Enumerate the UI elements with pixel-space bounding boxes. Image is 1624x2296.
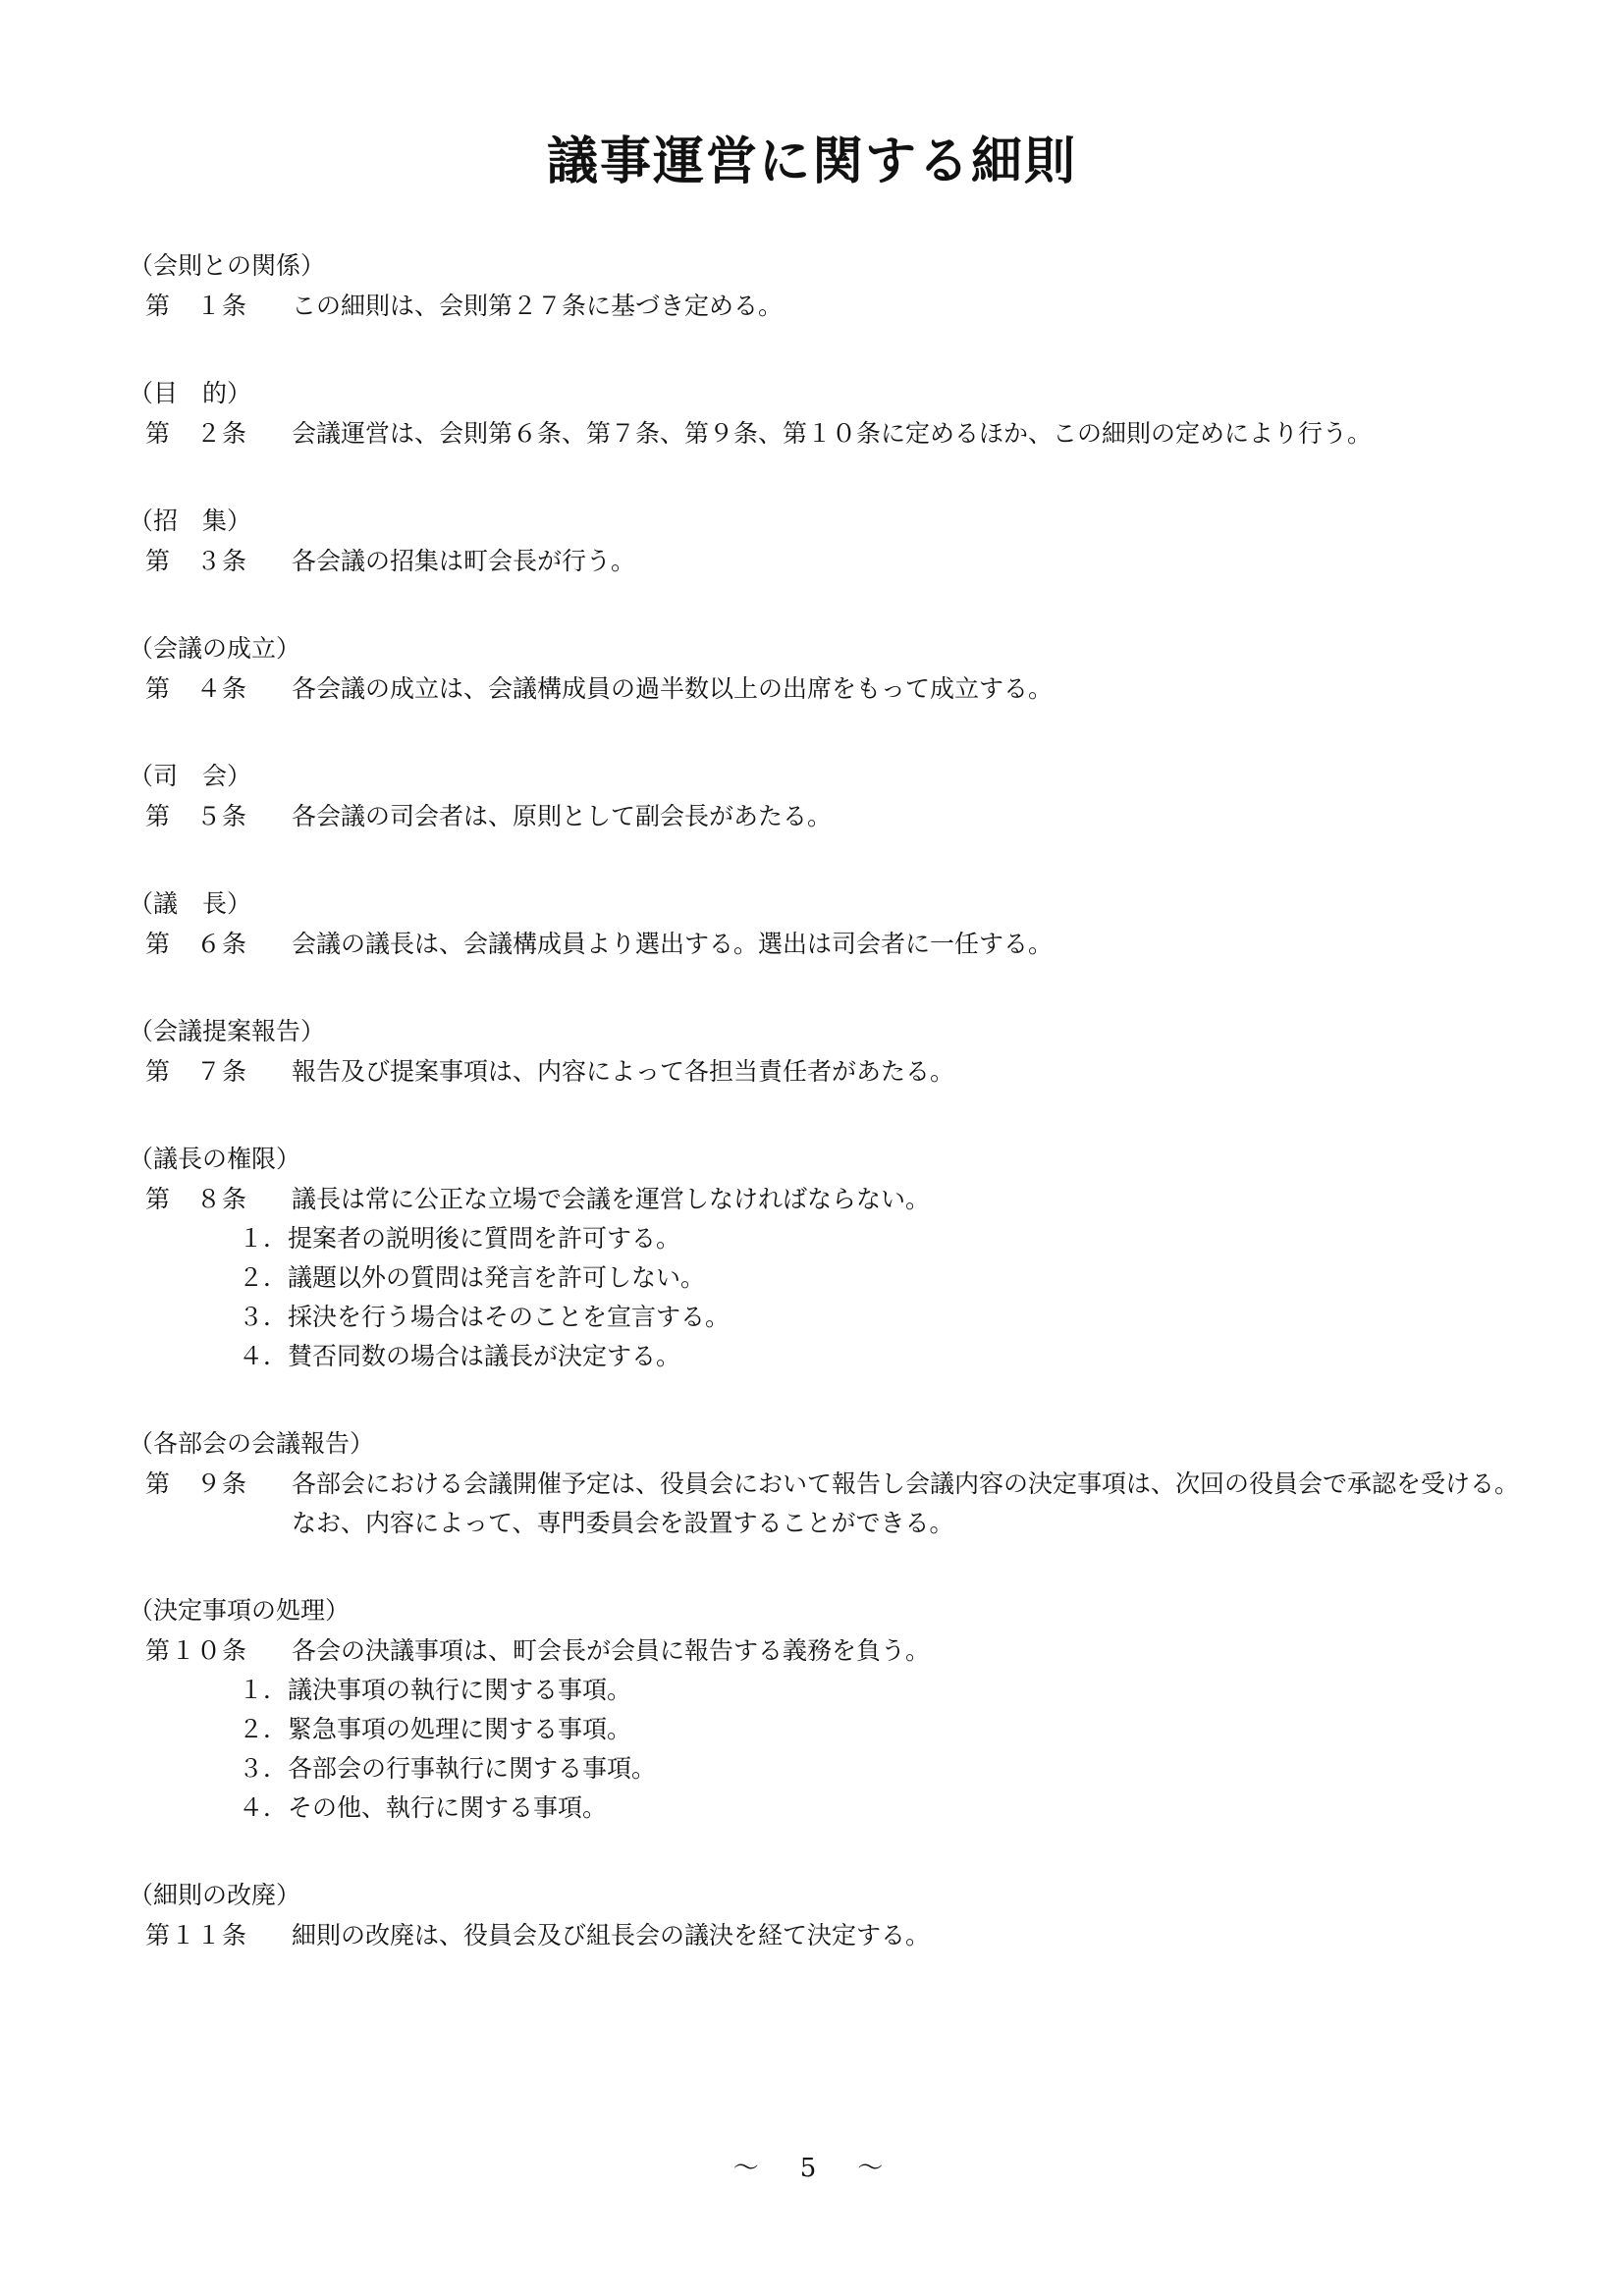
article-number: 第 ６条: [145, 930, 248, 958]
article-heading: （議長の権限）: [129, 1145, 301, 1173]
article-section: [129, 373, 1533, 454]
article-number: 第 ７条: [145, 1057, 248, 1086]
article-text: 報告及び提案事項は、内容によって各担当責任者があたる。: [292, 1057, 955, 1086]
article-number: 第１０条: [145, 1636, 248, 1665]
article-section: [129, 1423, 1533, 1543]
article-paragraph: [129, 1465, 1533, 1543]
article-paragraph: [129, 797, 1533, 836]
article-section: [129, 756, 1533, 836]
article-section: [129, 1139, 1533, 1376]
article-heading: （会議の成立）: [129, 634, 301, 663]
document-title: 議事運営に関する細則: [546, 133, 1077, 191]
article-number: 第 １条: [145, 292, 248, 320]
article-item: ２．議題以外の質問は発言を許可しない。: [239, 1263, 706, 1292]
article-section: [129, 501, 1533, 581]
article-paragraph: [129, 1916, 1533, 1955]
article-paragraph: [129, 542, 1533, 581]
article-text: 会議の議長は、会議構成員より選出する。選出は司会者に一任する。: [292, 930, 1054, 958]
article-text: 会議運営は、会則第６条、第７条、第９条、第１０条に定めるほか、この細則の定めにより行う。: [292, 419, 1373, 448]
article-number: 第 ３条: [145, 547, 248, 575]
article-text: 議長は常に公正な立場で会議を運営しなければならない。: [292, 1185, 931, 1213]
page-number: ～ 5 ～: [732, 2154, 892, 2183]
article-text: 各部会における会議開催予定は、役員会において報告し会議内容の決定事項は、次回の役員会で承認を受ける。なお、内容によって、専門委員会を設置することができる。: [292, 1469, 1520, 1537]
article-number: 第 ８条: [145, 1185, 248, 1213]
regulation-body: [129, 245, 1533, 2002]
article-item-list: [129, 1671, 1533, 1828]
article-section: [129, 245, 1533, 326]
article-number: 第 ２条: [145, 419, 248, 448]
article-heading: （会則との関係）: [129, 251, 326, 280]
article-section: [129, 1875, 1533, 1955]
article-section: [129, 1590, 1533, 1828]
article-paragraph: [129, 1180, 1533, 1219]
article-item: １．提案者の説明後に質問を許可する。: [239, 1224, 681, 1253]
article-item: ４．賛否同数の場合は議長が決定する。: [239, 1342, 681, 1370]
article-heading: （目 的）: [129, 379, 252, 407]
article-text: 各会議の成立は、会議構成員の過半数以上の出席をもって成立する。: [292, 674, 1054, 703]
article-paragraph: [129, 414, 1533, 454]
article-text: 各会の決議事項は、町会長が会員に報告する義務を負う。: [292, 1636, 931, 1665]
article-paragraph: [129, 287, 1533, 326]
article-section: [129, 883, 1533, 964]
article-number: 第 ４条: [145, 674, 248, 703]
article-heading: （司 会）: [129, 762, 252, 790]
article-section: [129, 1011, 1533, 1092]
article-number: 第 ５条: [145, 802, 248, 830]
article-text: 各会議の招集は町会長が行う。: [292, 547, 636, 575]
article-heading: （各部会の会議報告）: [129, 1429, 375, 1458]
article-heading: （決定事項の処理）: [129, 1596, 351, 1625]
article-item: ４．その他、執行に関する事項。: [239, 1793, 608, 1822]
article-number: 第 ９条: [145, 1469, 248, 1498]
article-paragraph: [129, 669, 1533, 709]
article-item: １．議決事項の執行に関する事項。: [239, 1676, 632, 1704]
article-text: この細則は、会則第２７条に基づき定める。: [292, 292, 784, 320]
article-paragraph: [129, 925, 1533, 964]
article-section: [129, 628, 1533, 709]
article-heading: （議 長）: [129, 889, 252, 918]
article-heading: （細則の改廃）: [129, 1881, 301, 1909]
article-number: 第１１条: [145, 1921, 248, 1949]
article-item: ３．採決を行う場合はそのことを宣言する。: [239, 1303, 731, 1331]
article-item: ３．各部会の行事執行に関する事項。: [239, 1754, 657, 1783]
article-text: 各会議の司会者は、原則として副会長があたる。: [292, 802, 833, 830]
article-text: 細則の改廃は、役員会及び組長会の議決を経て決定する。: [292, 1921, 931, 1949]
article-item: ２．緊急事項の処理に関する事項。: [239, 1715, 632, 1743]
article-heading: （会議提案報告）: [129, 1017, 326, 1045]
article-paragraph: [129, 1631, 1533, 1671]
article-paragraph: [129, 1052, 1533, 1092]
article-item-list: [129, 1219, 1533, 1376]
article-heading: （招 集）: [129, 507, 252, 535]
